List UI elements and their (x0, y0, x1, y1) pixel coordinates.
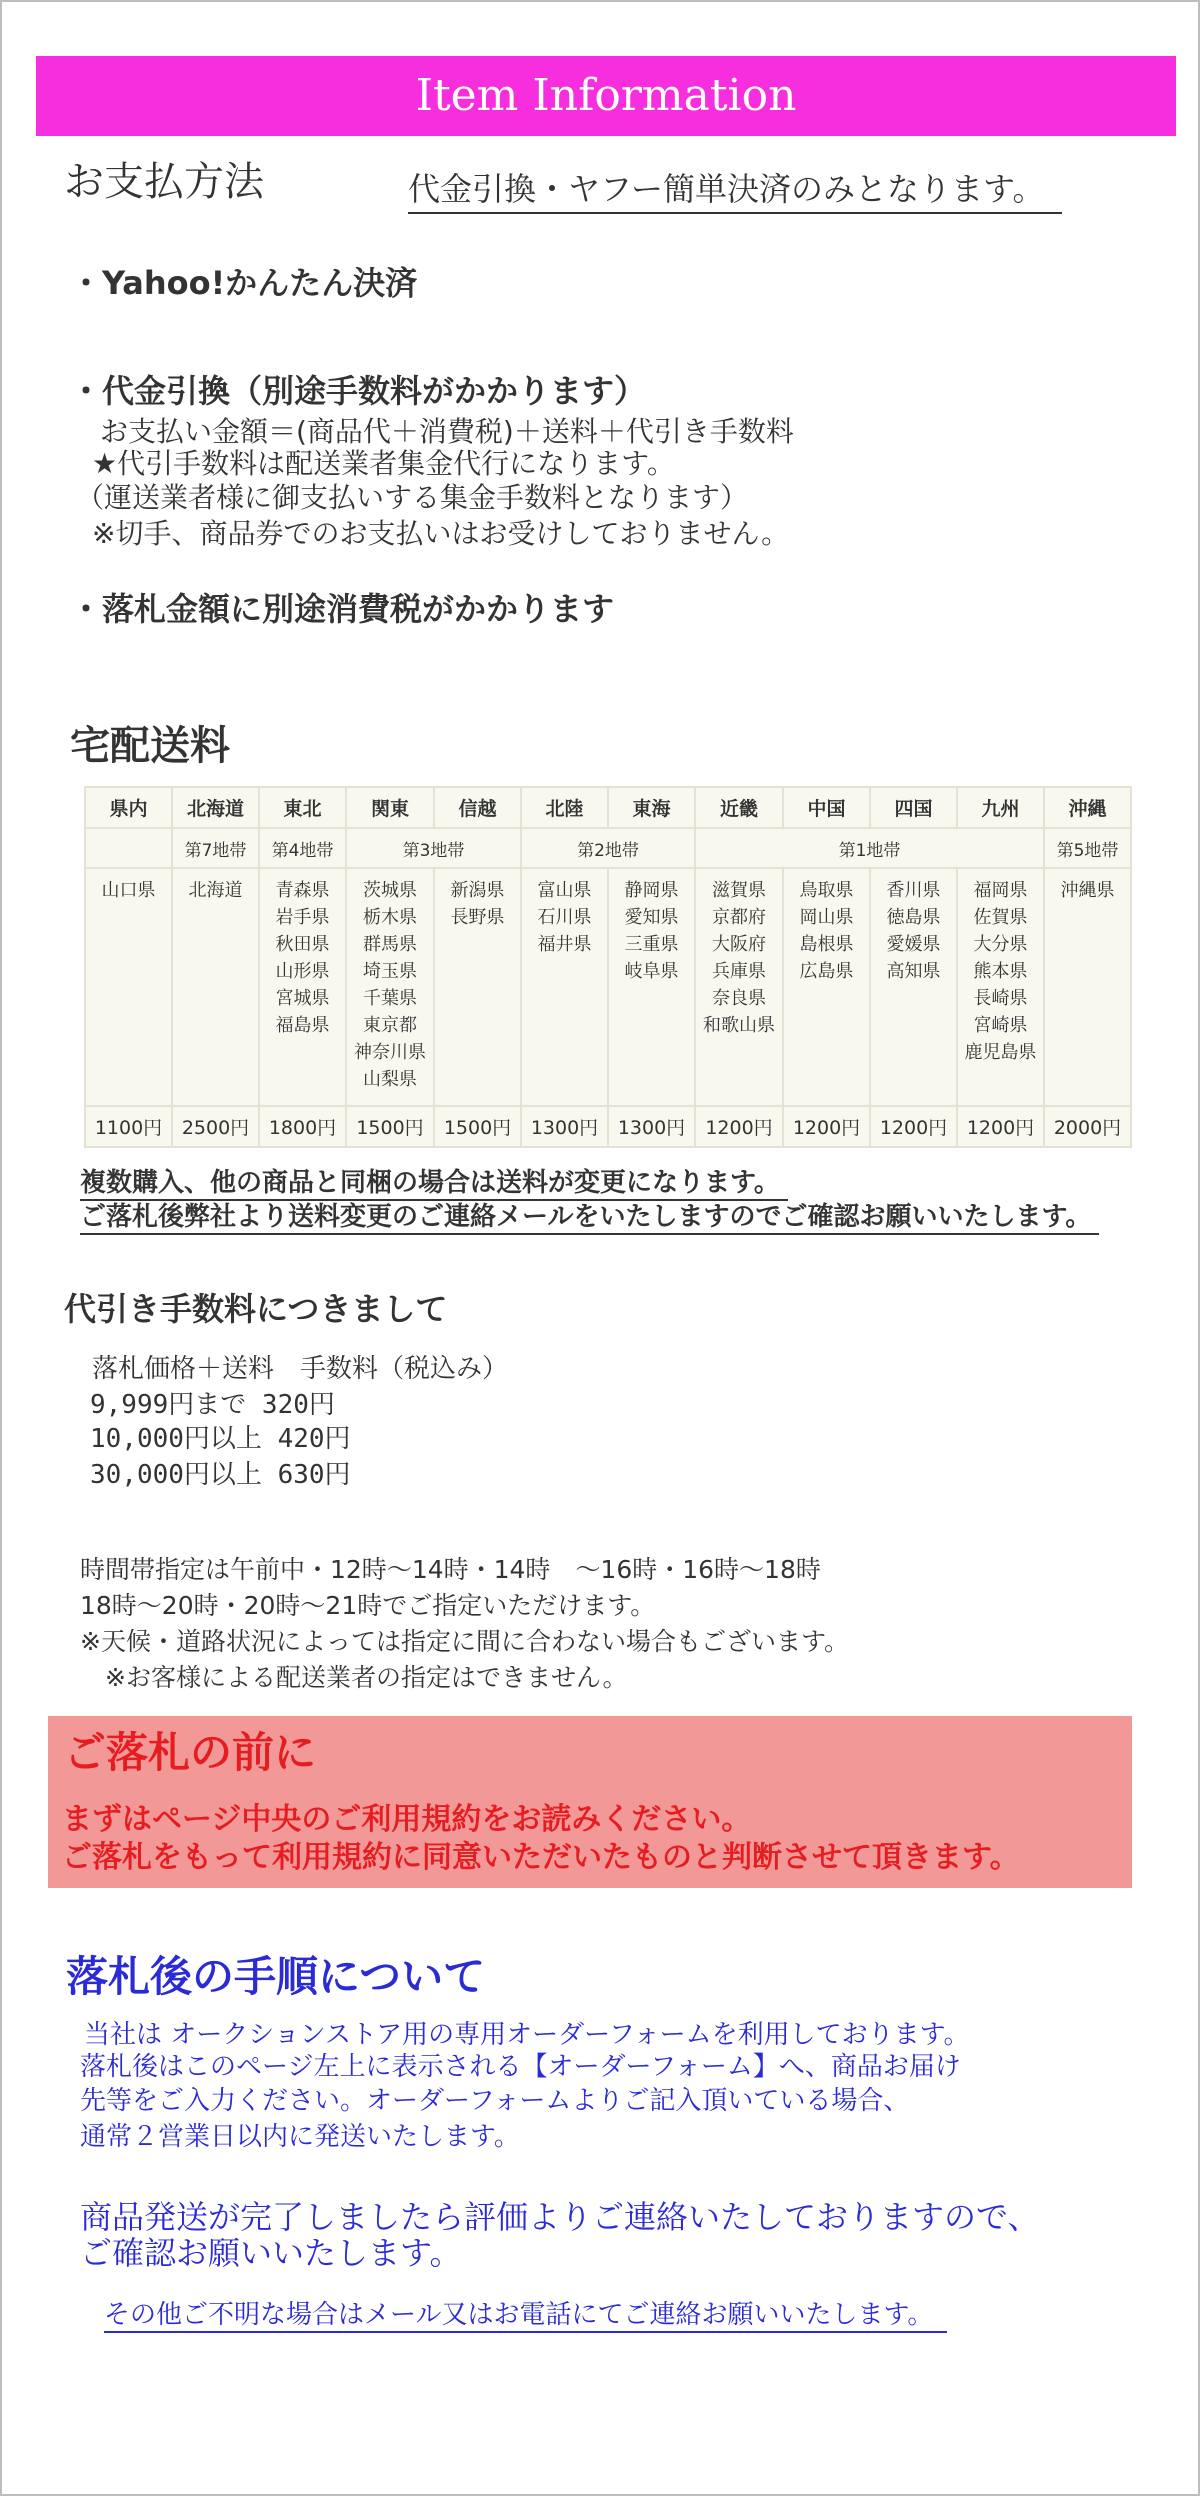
cod-fee-tier: 30,000円以上 630円 (90, 1460, 351, 1490)
prefecture-cell: 福岡県 佐賀県 大分県 熊本県 長崎県 宮崎県 鹿児島県 (957, 868, 1044, 1106)
shipping-fee-table (84, 786, 1132, 1148)
prefecture-cell: 青森県 岩手県 秋田県 山形県 宮城県 福島県 (259, 868, 346, 1106)
cod-total-line: お支払い金額＝(商品代＋消費税)＋送料＋代引き手数料 (100, 415, 794, 448)
zone-cell (85, 828, 172, 869)
terms-agreement-notice: ご落札をもって利用規約に同意いただいたものと判断させて頂きます。 (62, 1840, 1020, 1875)
cod-collection-line: （運送業者様に御支払いする集金手数料となります） (76, 481, 749, 514)
shipping-change-note: ご落札後弊社より送料変更のご連絡メールをいたしますのでご確認お願いいたします。 (80, 1196, 1099, 1235)
delivery-time-line: 時間帯指定は午前中・12時～14時・14時 ～16時・16時～18時 (80, 1555, 821, 1584)
price-cell: 1200円 (695, 1106, 783, 1147)
table-header-row (85, 787, 1131, 828)
prefecture-cell: 静岡県 愛知県 三重県 岐阜県 (608, 868, 695, 1106)
cod-payment-item: ・代金引換（別途手数料がかかります） (70, 372, 647, 410)
bundle-shipping-note: 複数購入、他の商品と同梱の場合は送料が変更になります。 (80, 1162, 788, 1201)
price-cell: 2000円 (1044, 1106, 1131, 1147)
price-cell: 1200円 (783, 1106, 870, 1147)
prefecture-cell: 富山県 石川県 福井県 (521, 868, 608, 1106)
region-header: 近畿 (695, 787, 783, 828)
region-header: 関東 (346, 787, 434, 828)
prefecture-cell: 北海道 (172, 868, 259, 1106)
prefecture-cell: 新潟県 長野県 (434, 868, 521, 1106)
payment-heading: お支払方法 (64, 159, 264, 205)
cod-stamp-line: ※切手、商品券でのお支払いはお受けしておりません。 (92, 517, 790, 550)
prefecture-cell: 沖縄県 (1044, 868, 1131, 1106)
delivery-carrier-note: ※お客様による配送業者の指定はできません。 (80, 1663, 628, 1692)
zone-cell: 第1地帯 (695, 828, 1044, 869)
region-header: 四国 (870, 787, 957, 828)
zone-row (85, 828, 1131, 869)
price-cell: 2500円 (172, 1106, 259, 1147)
region-header: 信越 (434, 787, 521, 828)
price-cell: 1100円 (85, 1106, 172, 1147)
price-cell: 1300円 (521, 1106, 608, 1147)
region-header: 北陸 (521, 787, 608, 828)
order-form-line: 当社は オークションストア用の専用オーダーフォームを利用しております。 (84, 2020, 970, 2050)
region-header: 東北 (259, 787, 346, 828)
delivery-time-line: 18時～20時・20時～21時でご指定いただけます。 (80, 1591, 656, 1620)
contact-note: その他ご不明な場合はメール又はお電話にてご連絡お願いいたします。 (104, 2294, 947, 2333)
region-header: 東海 (608, 787, 695, 828)
prefecture-cell: 香川県 徳島県 愛媛県 高知県 (870, 868, 957, 1106)
cod-fee-tier: 10,000円以上 420円 (90, 1424, 351, 1454)
zone-cell: 第7地帯 (172, 828, 259, 869)
zone-cell: 第3地帯 (346, 828, 521, 869)
prefecture-cell: 茨城県 栃木県 群馬県 埼玉県 千葉県 東京都 神奈川県 山梨県 (346, 868, 434, 1106)
cod-fee-heading: 代引き手数料につきまして (64, 1290, 448, 1328)
order-form-line: 先等をご入力ください。オーダーフォームよりご記入頂いている場合、 (80, 2086, 910, 2116)
prefecture-cell: 山口県 (85, 868, 172, 1106)
item-information-banner: Item Information (36, 56, 1176, 136)
price-row (85, 1106, 1131, 1147)
shipment-confirm-line: ご確認お願いいたします。 (80, 2234, 462, 2272)
price-cell: 1200円 (870, 1106, 957, 1147)
terms-read-notice: まずはページ中央のご利用規約をお読みください。 (62, 1802, 752, 1837)
pre-bid-warning-title: ご落札の前に (64, 1728, 317, 1777)
order-form-line: 通常２営業日以内に発送いたします。 (80, 2122, 520, 2152)
zone-cell: 第2地帯 (521, 828, 695, 869)
cod-fee-tier: 9,999円まで 320円 (90, 1390, 335, 1420)
prefecture-cell: 鳥取県 岡山県 島根県 広島県 (783, 868, 870, 1106)
order-form-line: 落札後はこのページ左上に表示される【オーダーフォーム】へ、商品お届け (80, 2052, 961, 2082)
price-cell: 1800円 (259, 1106, 346, 1147)
region-header: 沖縄 (1044, 787, 1131, 828)
cod-fee-line: ★代引手数料は配送業者集金代行になります。 (92, 447, 675, 480)
shipment-complete-line: 商品発送が完了しましたら評価よりご連絡いたしておりますので、 (80, 2198, 1040, 2236)
price-cell: 1200円 (957, 1106, 1044, 1147)
tax-note-item: ・落札金額に別途消費税がかかります (70, 590, 615, 628)
yahoo-payment-item: ・Yahoo!かんたん決済 (70, 264, 418, 302)
region-header: 中国 (783, 787, 870, 828)
shipping-heading: 宅配送料 (70, 723, 230, 769)
price-cell: 1500円 (346, 1106, 434, 1147)
zone-cell: 第5地帯 (1044, 828, 1131, 869)
zone-cell: 第4地帯 (259, 828, 346, 869)
payment-methods-note: 代金引換・ヤフー簡単決済のみとなります。 (408, 164, 1062, 214)
region-header: 北海道 (172, 787, 259, 828)
region-header: 九州 (957, 787, 1044, 828)
price-cell: 1500円 (434, 1106, 521, 1147)
region-header: 県内 (85, 787, 172, 828)
price-cell: 1300円 (608, 1106, 695, 1147)
after-winning-heading: 落札後の手順について (66, 1952, 486, 2001)
delivery-weather-note: ※天候・道路状況によっては指定に間に合わない場合もございます。 (80, 1627, 849, 1656)
prefecture-row (85, 868, 1131, 1106)
prefecture-cell: 滋賀県 京都府 大阪府 兵庫県 奈良県 和歌山県 (695, 868, 783, 1106)
cod-fee-header-line: 落札価格＋送料 手数料（税込み） (92, 1354, 509, 1384)
